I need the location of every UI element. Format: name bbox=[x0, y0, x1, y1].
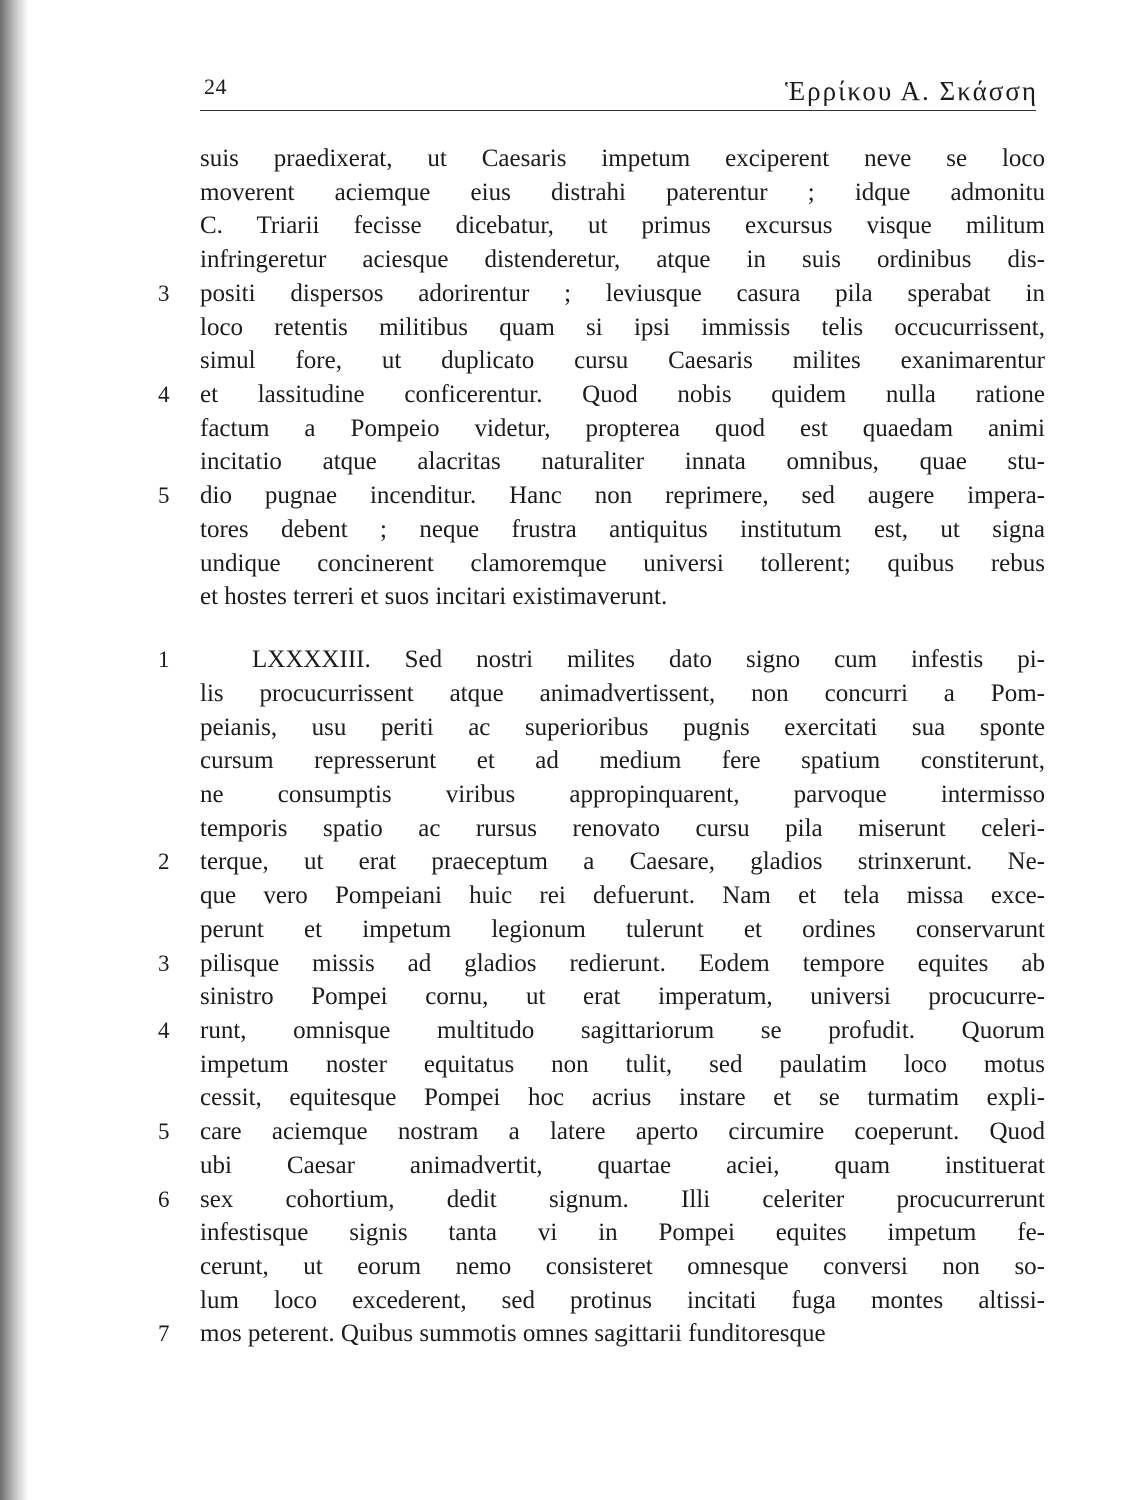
text-line bbox=[200, 176, 1045, 210]
section-number: 5 bbox=[158, 483, 170, 509]
text-line bbox=[200, 344, 1045, 378]
line-text: moverent aciemque eius distrahi paterentur ; idque admonitu bbox=[200, 178, 1045, 206]
text-line bbox=[200, 1250, 1045, 1284]
body-text bbox=[158, 142, 1045, 1351]
section-number: 3 bbox=[158, 950, 170, 976]
text-line bbox=[200, 913, 1045, 947]
text-line bbox=[200, 677, 1045, 711]
text-line bbox=[158, 378, 1045, 412]
line-text: et lassitudine conficerentur. Quod nobis quidem nulla ratione bbox=[200, 381, 1045, 409]
line-text: lum loco excederent, sed protinus incitati fuga montes altissi- bbox=[200, 1286, 1045, 1314]
text-line bbox=[200, 580, 1045, 614]
text-line bbox=[200, 311, 1045, 345]
line-text: lis procucurrissent atque animadvertissent, non concurri a Pom- bbox=[200, 679, 1045, 707]
running-head: Ἑρρίκου Α. Σκάσση bbox=[784, 76, 1038, 106]
section-number: 4 bbox=[158, 382, 170, 408]
line-text: LXXXXIII. Sed nostri milites dato signo cum infestis pi- bbox=[252, 646, 1045, 674]
text-line bbox=[158, 1115, 1045, 1149]
line-text: cerunt, ut eorum nemo consisteret omnesque conversi non so- bbox=[200, 1253, 1045, 1280]
line-text: cessit, equitesque Pompei hoc acrius instare et se turmatim expli- bbox=[200, 1084, 1045, 1112]
line-text: perunt et impetum legionum tulerunt et ordines conservarunt bbox=[200, 915, 1045, 943]
line-text: peianis, usu periti ac superioribus pugnis exercitati sua sponte bbox=[200, 713, 1045, 741]
section-number: 5 bbox=[158, 1119, 170, 1145]
line-text: undique concinerent clamoremque universi tollerent; quibus rebus bbox=[200, 549, 1045, 577]
line-text: cursum represserunt et ad medium fere spatium constiterunt, bbox=[200, 747, 1045, 775]
paragraph-gap bbox=[200, 614, 1045, 643]
line-text: C. Triarii fecisse dicebatur, ut primus excursus visque militum bbox=[200, 212, 1045, 240]
text-line bbox=[158, 1317, 1045, 1351]
text-line bbox=[200, 711, 1045, 745]
line-text: que vero Pompeiani huic rei defuerunt. Nam et tela missa exce- bbox=[200, 882, 1045, 910]
line-text: factum a Pompeio videtur, propterea quod est quaedam animi bbox=[200, 414, 1045, 442]
text-line bbox=[158, 845, 1045, 879]
line-text: sex cohortium, dedit signum. Illi celeriter procucurrerunt bbox=[200, 1185, 1045, 1213]
text-line bbox=[158, 947, 1045, 981]
paragraph-1 bbox=[158, 142, 1045, 614]
line-text: dio pugnae incenditur. Hanc non reprimere, sed augere impera- bbox=[200, 482, 1045, 510]
text-line bbox=[158, 277, 1045, 311]
text-line bbox=[200, 1216, 1045, 1250]
text-line bbox=[200, 243, 1045, 277]
text-line bbox=[200, 445, 1045, 479]
line-text: terque, ut erat praeceptum a Caesare, gladios strinxerunt. Ne- bbox=[200, 848, 1045, 876]
line-text: incitatio atque alacritas naturaliter innata omnibus, quae stu- bbox=[200, 448, 1045, 476]
section-number: 7 bbox=[158, 1321, 170, 1347]
line-text: ne consumptis viribus appropinquarent, parvoque intermisso bbox=[200, 780, 1045, 808]
text-line bbox=[200, 1284, 1045, 1318]
text-line bbox=[200, 778, 1045, 812]
text-line bbox=[158, 1014, 1045, 1048]
line-text: positi dispersos adorirentur ; leviusque casura pila sperabat in bbox=[200, 279, 1045, 307]
text-line bbox=[200, 412, 1045, 446]
line-text: pilisque missis ad gladios redierunt. Eodem tempore equites ab bbox=[200, 949, 1045, 977]
section-number: 1 bbox=[158, 647, 170, 673]
line-text: simul fore, ut duplicato cursu Caesaris milites exanimarentur bbox=[200, 347, 1045, 375]
line-text: ubi Caesar animadvertit, quartae aciei, quam instituerat bbox=[200, 1151, 1045, 1179]
line-text: temporis spatio ac rursus renovato cursu pila miserunt celeri- bbox=[200, 814, 1045, 842]
section-number: 4 bbox=[158, 1017, 170, 1043]
text-line bbox=[200, 513, 1045, 547]
line-text: runt, omnisque multitudo sagittariorum se profudit. Quorum bbox=[200, 1016, 1045, 1044]
text-line bbox=[200, 980, 1045, 1014]
line-text: infringeretur aciesque distenderetur, atque in suis ordinibus dis- bbox=[200, 246, 1045, 274]
line-text: sinistro Pompei cornu, ut erat imperatum, universi procucurre- bbox=[200, 983, 1045, 1011]
text-line bbox=[200, 142, 1045, 176]
text-line bbox=[200, 1149, 1045, 1183]
paragraph-2 bbox=[158, 643, 1045, 1351]
line-text: mos peterent. Quibus summotis omnes sagittarii funditoresque bbox=[200, 1320, 826, 1348]
page-number: 24 bbox=[204, 74, 227, 99]
text-line bbox=[200, 744, 1045, 778]
section-number: 6 bbox=[158, 1186, 170, 1212]
line-text: suis praedixerat, ut Caesaris impetum exciperent neve se loco bbox=[200, 145, 1045, 172]
line-text: tores debent ; neque frustra antiquitus institutum est, ut signa bbox=[200, 515, 1045, 543]
text-line bbox=[158, 479, 1045, 513]
line-text: care aciemque nostram a latere aperto circumire coeperunt. Quod bbox=[200, 1118, 1045, 1146]
text-line bbox=[200, 879, 1045, 913]
text-line bbox=[158, 1183, 1045, 1217]
text-line bbox=[200, 812, 1045, 846]
line-text: impetum noster equitatus non tulit, sed paulatim loco motus bbox=[200, 1050, 1045, 1078]
section-number: 3 bbox=[158, 280, 170, 306]
page-header bbox=[200, 74, 1038, 108]
line-text: infestisque signis tanta vi in Pompei equites impetum fe- bbox=[200, 1219, 1045, 1247]
line-text: loco retentis militibus quam si ipsi immissis telis occucurrissent, bbox=[200, 313, 1045, 341]
header-rule bbox=[200, 110, 1036, 111]
line-text: et hostes terreri et suos incitari existimaverunt. bbox=[200, 583, 668, 611]
text-line bbox=[200, 209, 1045, 243]
text-line bbox=[200, 547, 1045, 581]
page-edge-shadow bbox=[0, 0, 28, 1500]
text-line bbox=[200, 1048, 1045, 1082]
text-line bbox=[200, 1081, 1045, 1115]
section-number: 2 bbox=[158, 849, 170, 875]
text-line bbox=[158, 643, 1045, 677]
